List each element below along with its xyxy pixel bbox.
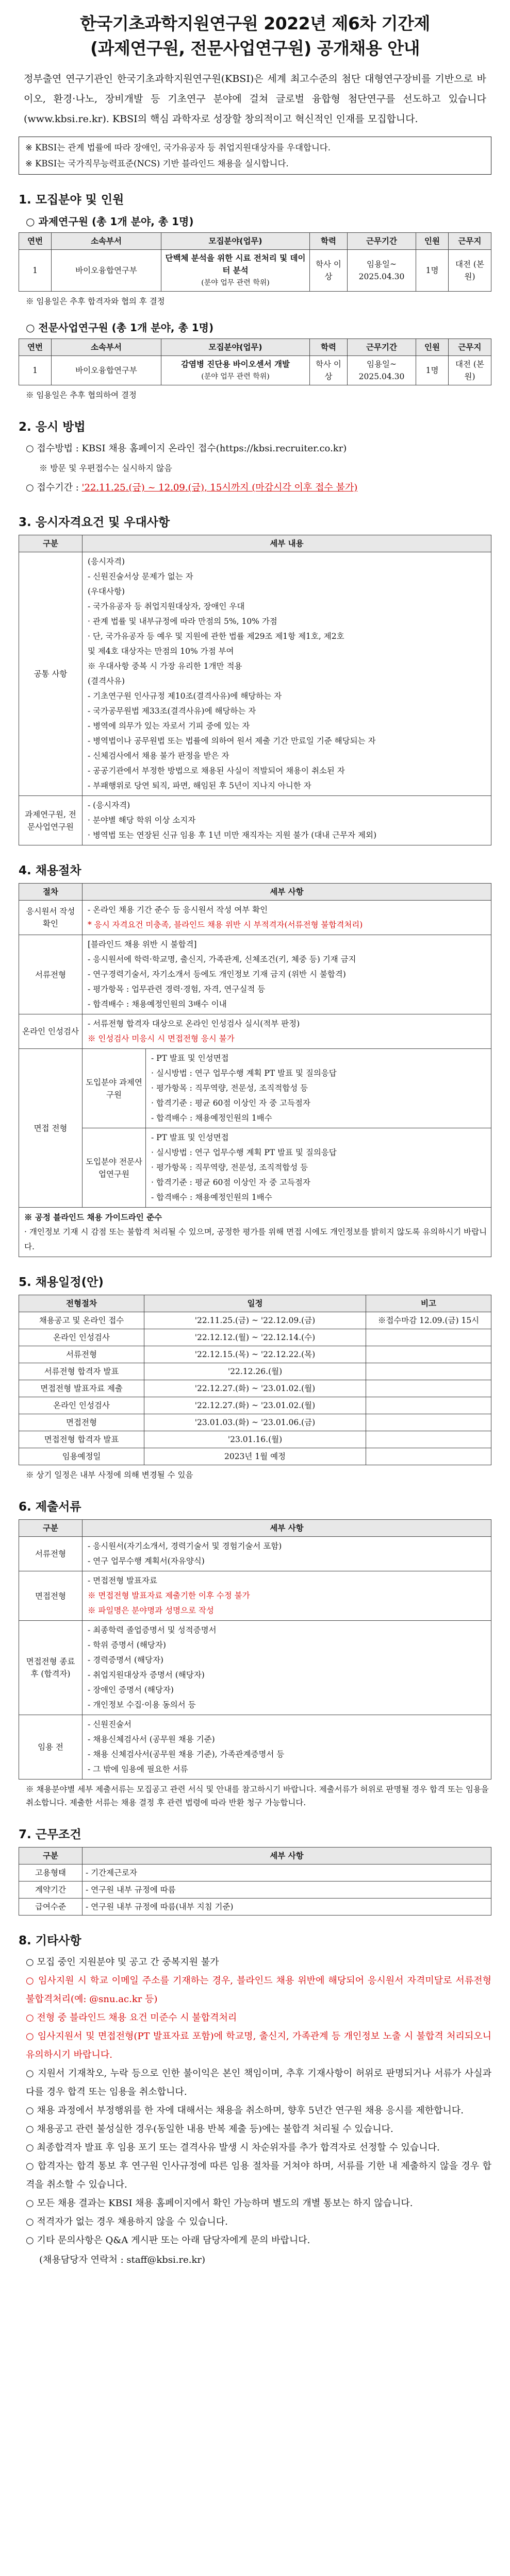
col-header: 절차 [19, 884, 83, 901]
contact-line: (채용담당자 연락처 : staff@kbsi.re.kr) [39, 2255, 206, 2265]
col-header: 근무지 [449, 233, 491, 250]
procedure-detail [83, 901, 491, 935]
table-row [19, 1621, 491, 1715]
cell [366, 1363, 491, 1380]
cell: 바이오융합연구부 [52, 356, 161, 385]
detail-line: · 단, 국가유공자 등 예우 및 지원에 관한 법률 제29조 제1항 제1호, 제2호 [88, 632, 344, 641]
detail-line: · 실시방법 : 연구 업무수행 계획 PT 발표 및 질의응답 [151, 1069, 337, 1078]
table-row [19, 901, 491, 935]
cell [366, 1346, 491, 1363]
etc-item: ○ 전형 중 블라인드 채용 요건 미준수 시 불합격처리 [26, 2012, 237, 2023]
detail-line: - 응시원서에 학력·학교명, 출신지, 가족관계, 신체조건(키, 체중 등) 기재 금지 [88, 955, 356, 964]
cell: 면접전형 합격자 발표 [19, 1431, 144, 1448]
etc-list [26, 1953, 491, 2250]
section-4-heading: 4. 채용절차 [19, 864, 81, 877]
positions-table-1 [19, 232, 491, 292]
col-header: 근무지 [449, 339, 491, 356]
footnote-text: · 개인정보 기재 시 감점 또는 불합격 처리될 수 있으며, 공정한 평가를 위해 면접 시에도 개인정보를 밝히지 않도록 유의하시기 바랍니다. [24, 1227, 487, 1251]
detail-line: - 학위 증명서 (해당자) [88, 1640, 166, 1650]
row-label: 온라인 인성검사 [19, 1014, 83, 1049]
detail-line: · 분야별 해당 학위 이상 소지자 [88, 816, 196, 825]
row-label: 급여수준 [19, 1899, 83, 1916]
etc-item: ○ 최종합격자 발표 후 임용 포기 또는 결격사유 발생 시 차순위자를 추가 합격자로 선정할 수 있습니다. [26, 2142, 440, 2153]
section-8-heading: 8. 기타사항 [19, 1934, 81, 1947]
detail-line: - 병역에 의무가 있는 자로서 기피 중에 있는 자 [88, 721, 250, 731]
section-1-sub2: ○ 전문사업연구원 (총 1개 분야, 총 1명) [26, 321, 214, 334]
cell: 대전 (본원) [449, 356, 491, 385]
schedule-table [19, 1295, 491, 1465]
detail-line: - 국가유공자 등 취업지원대상자, 장애인 우대 [88, 602, 245, 611]
cell: 서류전형 합격자 발표 [19, 1363, 144, 1380]
detail-line: 및 제4호 대상자는 만점의 10% 가점 부여 [88, 647, 234, 656]
col-header: 비고 [366, 1295, 491, 1312]
etc-item: ○ 임사지원서 및 면접전형(PT 발표자료 포함)에 학교명, 출신지, 가족관계 등 개인정보 노출 시 불합격 처리되오니 유의하시기 바랍니다. [26, 2031, 491, 2060]
table-row [19, 796, 491, 845]
section-1-heading: 1. 모집분야 및 인원 [19, 193, 124, 207]
table-row [19, 1049, 491, 1128]
detail-line: (결격사유) [88, 676, 125, 686]
intro-paragraph: 정부출연 연구기관인 한국기초과학지원연구원(KBSI)은 세계 최고수준의 첨단 대형연구장비를 기반으로 바이오, 환경·나노, 장비개발 등 기초연구 분야에 걸쳐 글로벌 융합형 첨단연구를 선도하고 있습니다(www.kbsi.re.kr). KBSI의 핵심 과학자로 성장할 창의적이고 혁신적인 인재를 모집합니다. [24, 73, 486, 125]
row-label: 서류전형 [19, 1537, 83, 1571]
detail-line: - 부패행위로 당연 퇴직, 파면, 해임된 후 5년이 지나지 아니한 자 [88, 781, 311, 790]
table-row [19, 1128, 491, 1208]
col-header: 모집분야(업무) [161, 339, 310, 356]
etc-item: ○ 지원서 기재착오, 누락 등으로 인한 불이익은 본인 책임이며, 추후 기재사항이 허위로 판명되거나 서류가 사실과 다를 경우 합격 또는 임용을 취소합니다. [26, 2068, 491, 2097]
cell: 임용예정일 [19, 1448, 144, 1465]
section-7-heading: 7. 근무조건 [19, 1828, 81, 1841]
detail-line: - 연구 업무수행 계획서(자유양식) [88, 1556, 205, 1566]
detail-line: - 경력증명서 (해당자) [88, 1655, 163, 1665]
cell [366, 1448, 491, 1465]
cell: 대전 (본원) [449, 250, 491, 292]
cell-sub: (분야 업무 관련 학위) [201, 372, 270, 381]
col-header: 연번 [19, 339, 52, 356]
detail-line: - 채용신체검사서 (공무원 채용 기준) [88, 1735, 215, 1744]
cell: - 연구원 내부 규정에 따름 [83, 1882, 491, 1899]
cell-main: 단백체 분석을 위한 시료 전처리 및 데이터 분석 [165, 253, 306, 275]
col-header: 세부 사항 [83, 1520, 491, 1537]
documents-detail [83, 1571, 491, 1621]
col-header: 세부 사항 [83, 1848, 491, 1865]
detail-line: - 평가항목 : 업무관련 경력·경험, 자격, 연구실적 등 [88, 985, 266, 994]
detail-line: · 실시방법 : 연구 업무수행 계획 PT 발표 및 질의응답 [151, 1148, 337, 1157]
documents-table [19, 1519, 491, 1780]
cell: 바이오융합연구부 [52, 250, 161, 292]
etc-item: ○ 임사지원 시 학교 이메일 주소를 기재하는 경우, 블라인드 채용 위반에 해당되어 응시원서 자격미달로 서류전형 불합격처리(예: @snu.ac.kr 등) [26, 1975, 491, 2005]
table-row [19, 1448, 491, 1465]
table-row [19, 1715, 491, 1780]
col-header: 연번 [19, 233, 52, 250]
cell: '22.11.25.(금) ~ '22.12.09.(금) [144, 1312, 366, 1329]
cell: 서류전형 [19, 1346, 144, 1363]
col-header: 구분 [19, 535, 83, 552]
detail-line: ※ 파일명은 분야명과 성명으로 작성 [88, 1606, 214, 1615]
detail-line: - 응시원서(자기소개서, 경력기술서 및 경험기술서 포함) [88, 1541, 282, 1551]
cell: 학사 이상 [310, 356, 348, 385]
detail-line: · 평가항목 : 직무역량, 전문성, 조직적합성 등 [151, 1163, 308, 1172]
cell: 채용공고 및 온라인 접수 [19, 1312, 144, 1329]
documents-detail [83, 1715, 491, 1780]
cell: '22.12.27.(화) ~ '23.01.02.(월) [144, 1397, 366, 1414]
documents-detail [83, 1621, 491, 1715]
detail-line: - 온라인 채용 기간 준수 등 응시원서 작성 여부 확인 [88, 905, 268, 914]
col-header: 세부 내용 [83, 535, 491, 552]
cell [366, 1414, 491, 1431]
col-header: 일정 [144, 1295, 366, 1312]
row-label: 과제연구원, 전문사업연구원 [19, 796, 83, 845]
section-3-heading: 3. 응시자격요건 및 우대사항 [19, 516, 170, 529]
detail-line: (우대사항) [88, 587, 125, 596]
apply-period-value: '22.11.25.(금) ~ 12.09.(금), 15시까지 (마감시각 이후 접수 불가) [81, 482, 358, 493]
section-2-heading: 2. 응시 방법 [19, 420, 86, 434]
cell: 학사 이상 [310, 250, 348, 292]
cell: 면접전형 [19, 1414, 144, 1431]
detail-line: - PT 발표 및 인성면접 [151, 1054, 229, 1063]
table-row [19, 1397, 491, 1414]
detail-line: - 합격배수 : 채용예정인원의 1배수 [151, 1193, 272, 1202]
cell: 1 [19, 250, 52, 292]
documents-note: ※ 채용분야별 세부 제출서류는 모집공고 관련 서식 및 안내를 참고하시기 바랍니다. 제출서류가 허위로 판명될 경우 합격 또는 임용을 취소합니다. 제출한 서류는 채용 결정 후 관련 법령에 따라 반환 청구 가능합니다. [26, 1785, 489, 1807]
section-6-heading: 6. 제출서류 [19, 1500, 81, 1514]
row-label: 면접 전형 [19, 1049, 83, 1208]
table-row [19, 1363, 491, 1380]
cell: ※접수마감 12.09.(금) 15시 [366, 1312, 491, 1329]
table-row [19, 1431, 491, 1448]
etc-item: ○ 모집 중인 지원분야 및 공고 간 중복지원 불가 [26, 1957, 219, 1968]
schedule-note: ※ 상기 일정은 내부 사정에 의해 변경될 수 있음 [26, 1470, 193, 1480]
table-row [19, 250, 491, 292]
detail-line: - 취업지원대상자 증명서 (해당자) [88, 1670, 205, 1680]
table-row [19, 1312, 491, 1329]
apply-method-note: ※ 방문 및 우편접수는 실시하지 않음 [39, 463, 172, 473]
etc-item: ○ 적격자가 없는 경우 채용하지 않을 수 있습니다. [26, 2216, 228, 2227]
table-row [19, 1537, 491, 1571]
detail-line: - 개인정보 수집·이용 동의서 등 [88, 1700, 196, 1709]
qualification-table [19, 535, 491, 845]
detail-line: - 서류전형 합격자 대상으로 온라인 인성검사 실시(적부 판정) [88, 1019, 300, 1028]
etc-item: ○ 기타 문의사항은 Q&A 게시판 또는 아래 담당자에게 문의 바랍니다. [26, 2235, 310, 2246]
col-header: 인원 [416, 339, 449, 356]
detail-line: - 연구경력기술서, 자기소개서 등에도 개인정보 기재 금지 (위반 시 불합격) [88, 970, 346, 979]
detail-line: * 응시 자격요건 미충족, 블라인드 채용 위반 시 부적격자(서류전형 불합격처리) [88, 920, 363, 929]
detail-line: ※ 우대사항 중복 시 가장 유리한 1개만 적용 [88, 662, 242, 671]
cell: 1명 [416, 250, 449, 292]
conditions-table [19, 1847, 491, 1916]
cell: 온라인 인성검사 [19, 1397, 144, 1414]
cell: - 기간제근로자 [83, 1865, 491, 1882]
procedure-detail [146, 1049, 491, 1128]
notice-line-2: ※ KBSI는 국가직무능력표준(NCS) 기반 블라인드 채용을 실시합니다. [25, 159, 289, 168]
detail-line: - 병역법이나 공무원법 또는 법률에 의하여 원서 제출 기간 만료일 기준 해당되는 자 [88, 736, 376, 745]
col-header: 학력 [310, 339, 348, 356]
cell [366, 1380, 491, 1397]
detail-line: - 채용 신체검사서(공무원 채용 기준), 가족관계증명서 등 [88, 1750, 285, 1759]
detail-line: - 합격배수 : 채용예정인원의 3배수 이내 [88, 999, 227, 1009]
cell-sub: (분야 업무 관련 학위) [201, 279, 270, 287]
cell: 임용일~ 2025.04.30 [348, 356, 416, 385]
procedure-detail [83, 935, 491, 1014]
footnote-title: ※ 공정 블라인드 채용 가이드라인 준수 [24, 1212, 162, 1222]
col-header: 인원 [416, 233, 449, 250]
row-sublabel: 도입분야 과제연구원 [83, 1049, 146, 1128]
etc-item: ○ 채용공고 관련 불성실한 경우(동일한 내용 반복 제출 등)에는 불합격 처리될 수 있습니다. [26, 2124, 393, 2134]
detail-line: · 병역법 또는 연장된 신규 임용 후 1년 미만 재직자는 지원 불가 (대내 근무자 제외) [88, 831, 377, 840]
title-line-2: (과제연구원, 전문사업연구원) 공개채용 안내 [90, 38, 420, 58]
row-label: 임용 전 [19, 1715, 83, 1780]
detail-line: ※ 인성검사 미응시 시 면접전형 응시 불가 [88, 1034, 235, 1043]
detail-line: - 면접전형 발표자료 [88, 1576, 157, 1585]
cell: 면접전형 발표자료 제출 [19, 1380, 144, 1397]
procedure-detail [83, 1014, 491, 1049]
col-header: 전형절차 [19, 1295, 144, 1312]
cell-main: 감염병 진단용 바이오센서 개발 [181, 359, 290, 369]
section-5-heading: 5. 채용일정(안) [19, 1276, 104, 1289]
notice-line-1: ※ KBSI는 관계 법률에 따라 장애인, 국가유공자 등 취업지원대상자를 우대합니다. [25, 143, 331, 152]
detail-line: - 신원진술서 [88, 1720, 132, 1729]
qualification-specific [83, 796, 491, 845]
etc-item: ○ 모든 채용 결과는 KBSI 채용 홈페이지에서 확인 가능하며 별도의 개별 통보는 하지 않습니다. [26, 2198, 413, 2209]
detail-line: - 신원진술서상 문제가 없는 자 [88, 572, 193, 581]
apply-period [26, 479, 491, 497]
table-row [19, 1571, 491, 1621]
row-label: 계약기간 [19, 1882, 83, 1899]
cell: '22.12.15.(목) ~ '22.12.22.(목) [144, 1346, 366, 1363]
table-row [19, 1346, 491, 1363]
notice-box [19, 137, 491, 175]
cell: 2023년 1월 예정 [144, 1448, 366, 1465]
detail-line: - PT 발표 및 인성면접 [151, 1133, 229, 1142]
row-label: 응시원서 작성 확인 [19, 901, 83, 935]
col-header: 소속부서 [52, 233, 161, 250]
detail-line: · 관계 법률 및 내부규정에 따라 만점의 5%, 10% 가점 [88, 617, 277, 626]
cell: - 연구원 내부 규정에 따름(내부 지침 기준) [83, 1899, 491, 1916]
title-line-1: 한국기초과학지원연구원 2022년 제6차 기간제 [80, 13, 430, 33]
detail-line: - 장애인 증명서 (해당자) [88, 1685, 174, 1694]
section-1-sub1: ○ 과제연구원 (총 1개 분야, 총 1명) [26, 215, 194, 228]
detail-line: - (응시자격) [88, 801, 130, 810]
table-row [19, 1208, 491, 1257]
table-row [19, 1329, 491, 1346]
cell [366, 1397, 491, 1414]
etc-item: ○ 합격자는 합격 통보 후 연구원 인사규정에 따른 임용 절차를 거쳐야 하며, 서류를 기한 내 제출하지 않을 경우 합격을 취소할 수 있습니다. [26, 2161, 491, 2190]
cell: '22.12.26.(월) [144, 1363, 366, 1380]
detail-line: - 최종학력 졸업증명서 및 성적증명서 [88, 1625, 217, 1635]
detail-line: [블라인드 채용 위반 시 불합격] [88, 940, 197, 949]
procedure-detail [146, 1128, 491, 1208]
table-row [19, 1414, 491, 1431]
procedure-table [19, 883, 491, 1257]
detail-line: - 기초연구원 인사규정 제10조(결격사유)에 해당하는 자 [88, 691, 282, 701]
positions-table-2 [19, 338, 491, 385]
qualification-common [83, 552, 491, 796]
apply-method: ○ 접수방법 : KBSI 채용 홈페이지 온라인 접수(https://kbsi.recruiter.co.kr) [26, 443, 347, 454]
col-header: 근무기간 [348, 233, 416, 250]
detail-line: · 합격기준 : 평균 60점 이상인 자 중 고득점자 [151, 1178, 310, 1187]
notice-title [19, 11, 491, 61]
cell [161, 250, 310, 292]
section-1-note-1: ※ 임용일은 추후 합격자와 협의 후 결정 [26, 297, 165, 306]
table-row [19, 1380, 491, 1397]
detail-line: - 합격배수 : 채용예정인원의 1배수 [151, 1113, 272, 1123]
row-label: 고용형태 [19, 1865, 83, 1882]
cell: '23.01.03.(화) ~ '23.01.06.(금) [144, 1414, 366, 1431]
row-label: 면접전형 [19, 1571, 83, 1621]
table-row [19, 552, 491, 796]
col-header: 근무기간 [348, 339, 416, 356]
detail-line: (응시자격) [88, 557, 125, 566]
cell: '23.01.16.(월) [144, 1431, 366, 1448]
row-sublabel: 도입분야 전문사업연구원 [83, 1128, 146, 1208]
documents-detail [83, 1537, 491, 1571]
table-row [19, 356, 491, 385]
cell: 1 [19, 356, 52, 385]
detail-line: - 신체검사에서 채용 불가 판정을 받은 자 [88, 751, 229, 760]
col-header: 학력 [310, 233, 348, 250]
cell: '22.12.12.(월) ~ '22.12.14.(수) [144, 1329, 366, 1346]
cell: '22.12.27.(화) ~ '23.01.02.(월) [144, 1380, 366, 1397]
detail-line: ※ 면접전형 발표자료 제출기한 이후 수정 불가 [88, 1591, 250, 1600]
procedure-footnote [19, 1208, 491, 1257]
cell: 1명 [416, 356, 449, 385]
detail-line: - 국가공무원법 제33조(결격사유)에 해당하는 자 [88, 706, 256, 716]
cell [161, 356, 310, 385]
apply-period-label: ○ 접수기간 : [26, 482, 82, 493]
detail-line: - 공공기관에서 부정한 방법으로 채용된 사실이 적발되어 채용이 취소된 자 [88, 766, 345, 775]
section-1-note-2: ※ 임용일은 추후 협의하여 결정 [26, 391, 137, 400]
col-header: 구분 [19, 1848, 83, 1865]
detail-line: - 그 밖에 임용에 필요한 서류 [88, 1765, 188, 1774]
col-header: 구분 [19, 1520, 83, 1537]
col-header: 세부 사항 [83, 884, 491, 901]
cell: 임용일~ 2025.04.30 [348, 250, 416, 292]
table-row [19, 1882, 491, 1899]
cell [366, 1329, 491, 1346]
row-label: 공통 사항 [19, 552, 83, 796]
detail-line: · 합격기준 : 평균 60점 이상인 자 중 고득점자 [151, 1098, 310, 1108]
table-row [19, 1014, 491, 1049]
table-row [19, 1899, 491, 1916]
row-label: 면접전형 종료 후 (합격자) [19, 1621, 83, 1715]
cell [366, 1431, 491, 1448]
table-row [19, 1865, 491, 1882]
table-row [19, 935, 491, 1014]
detail-line: · 평가항목 : 직무역량, 전문성, 조직적합성 등 [151, 1083, 308, 1093]
cell: 온라인 인성검사 [19, 1329, 144, 1346]
row-label: 서류전형 [19, 935, 83, 1014]
col-header: 소속부서 [52, 339, 161, 356]
etc-item: ○ 채용 과정에서 부정행위를 한 자에 대해서는 채용을 취소하며, 향후 5년간 연구원 채용 응시를 제한합니다. [26, 2105, 464, 2116]
col-header: 모집분야(업무) [161, 233, 310, 250]
